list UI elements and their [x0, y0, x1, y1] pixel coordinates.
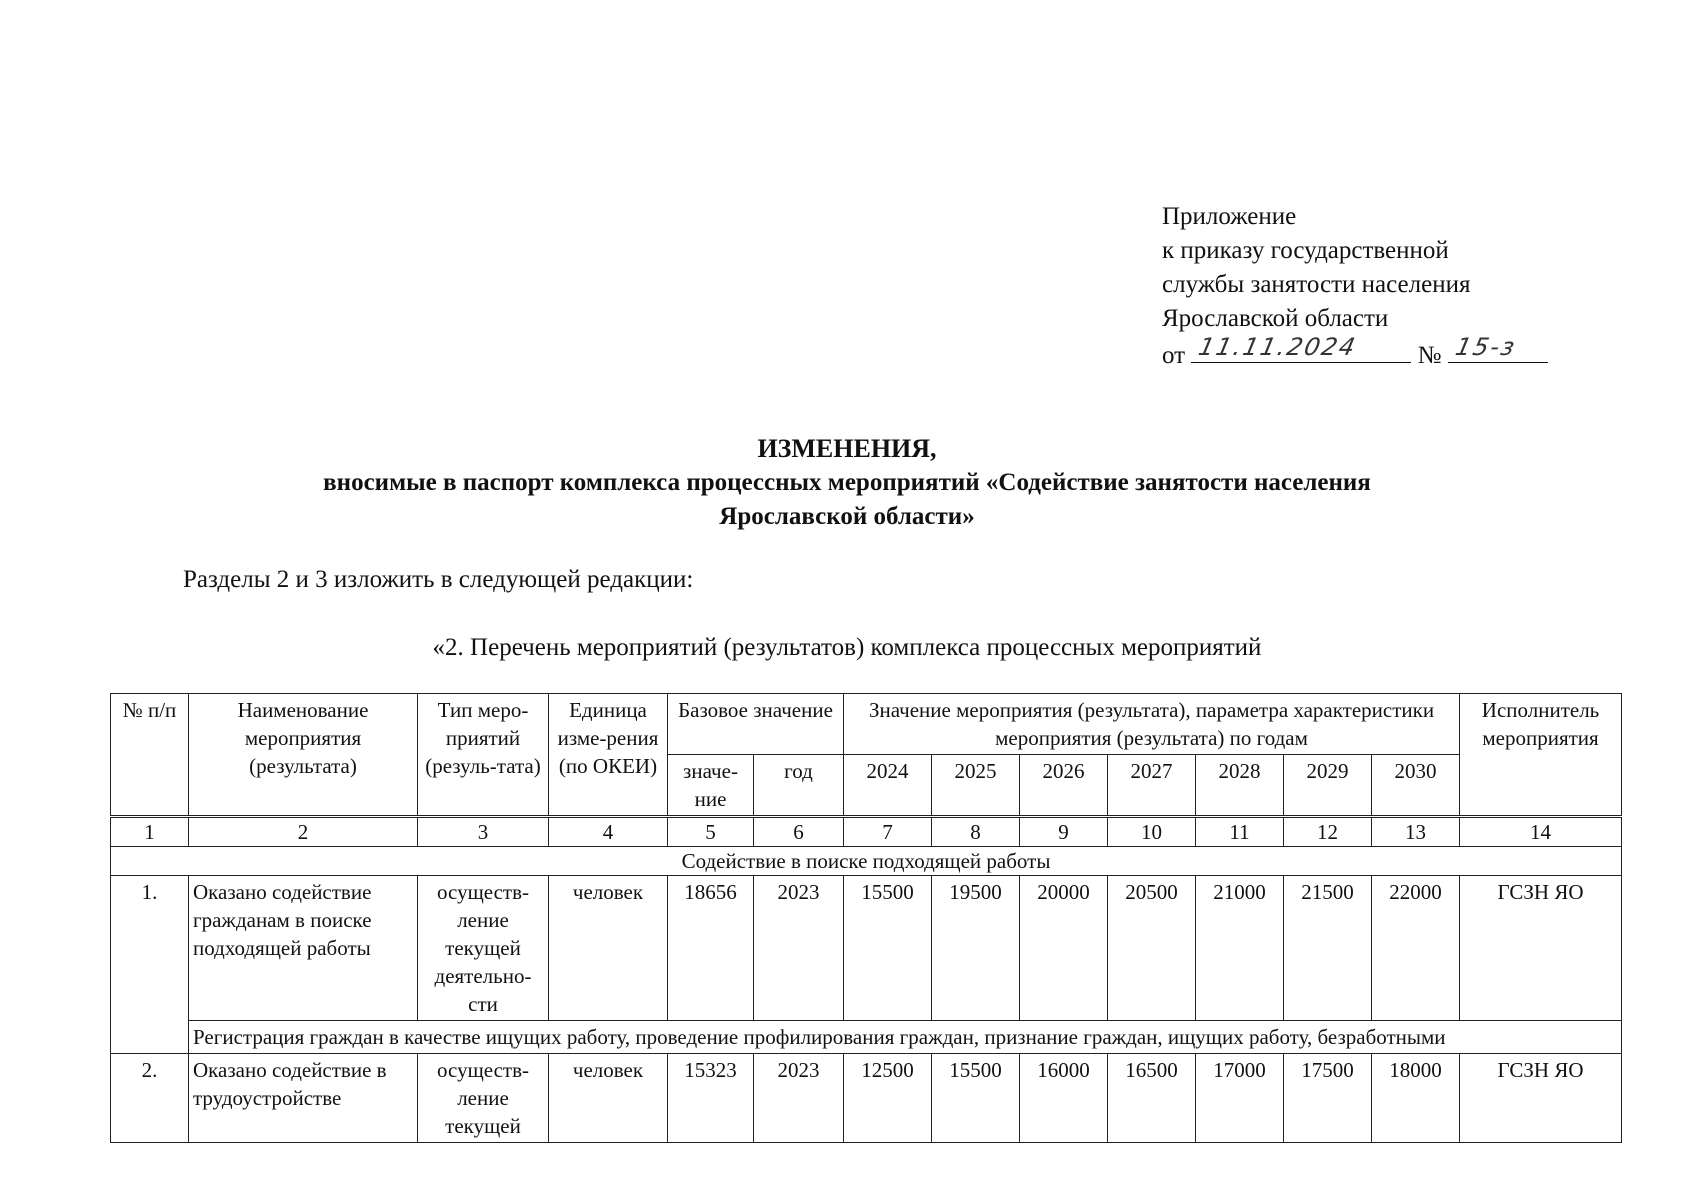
- title-main: ИЗМЕНЕНИЯ,: [757, 434, 937, 463]
- section-title: «2. Перечень мероприятий (результатов) комплекса процессных мероприятий: [432, 634, 1262, 661]
- column-number: 1: [111, 817, 189, 847]
- appendix-date-line: [1162, 333, 1548, 373]
- header-base-year: год: [754, 755, 844, 817]
- title-subtitle-line-2: Ярославской области»: [719, 503, 975, 530]
- row-value: 18000: [1372, 1054, 1460, 1143]
- row-value: 17000: [1196, 1054, 1284, 1143]
- column-number: 10: [1108, 817, 1196, 847]
- header-year: 2028: [1196, 755, 1284, 817]
- table-row: [111, 1054, 1622, 1143]
- row-unit: человек: [549, 876, 668, 1021]
- table-header-row-1: [111, 694, 1622, 755]
- row-note: Регистрация граждан в качестве ищущих работу, проведение профилирования граждан, признание граждан, ищущих работу, безработными: [189, 1021, 1622, 1054]
- row-executor: ГСЗН ЯО: [1460, 1054, 1622, 1143]
- table-note-row: [111, 1021, 1622, 1054]
- row-value: 20000: [1020, 876, 1108, 1021]
- column-number: 3: [418, 817, 549, 847]
- header-values-group: Значение мероприятия (результата), параметра характеристики мероприятия (результата) по годам: [844, 694, 1460, 755]
- column-number: 2: [189, 817, 418, 847]
- header-name: Наименование мероприятия (результата): [189, 694, 418, 817]
- row-value: 16500: [1108, 1054, 1196, 1143]
- row-value: 21500: [1284, 876, 1372, 1021]
- row-name: Оказано содействие гражданам в поиске подходящей работы: [189, 876, 418, 1021]
- row-value: 15500: [932, 1054, 1020, 1143]
- number-prefix: №: [1417, 342, 1442, 369]
- date-field: [1191, 333, 1411, 363]
- appendix-line-1: Приложение: [1162, 203, 1297, 230]
- handwritten-number: 15-з: [1452, 333, 1519, 361]
- appendix-line-3: службы занятости населения: [1162, 271, 1471, 298]
- row-value: 20500: [1108, 876, 1196, 1021]
- row-executor: ГСЗН ЯО: [1460, 876, 1622, 1021]
- column-number: 8: [932, 817, 1020, 847]
- column-number: 13: [1372, 817, 1460, 847]
- row-base-year: 2023: [754, 1054, 844, 1143]
- header-year: 2026: [1020, 755, 1108, 817]
- header-type: Тип меро-приятий (резуль-тата): [418, 694, 549, 817]
- header-year: 2024: [844, 755, 932, 817]
- row-value: 17500: [1284, 1054, 1372, 1143]
- row-value: 15500: [844, 876, 932, 1021]
- column-number: 9: [1020, 817, 1108, 847]
- appendix-line-2: к приказу государственной: [1162, 237, 1449, 264]
- row-value: 16000: [1020, 1054, 1108, 1143]
- intro-text: Разделы 2 и 3 изложить в следующей редакции:: [183, 566, 694, 593]
- column-number: 14: [1460, 817, 1622, 847]
- column-number: 11: [1196, 817, 1284, 847]
- header-year: 2030: [1372, 755, 1460, 817]
- table-row: [111, 876, 1622, 1021]
- column-number-row: [111, 817, 1622, 847]
- document-title: [0, 432, 1694, 534]
- header-year: 2025: [932, 755, 1020, 817]
- header-base-value: значе-ние: [668, 755, 754, 817]
- column-number: 4: [549, 817, 668, 847]
- row-name: Оказано содействие в трудоустройстве: [189, 1054, 418, 1143]
- title-subtitle-line-1: вносимые в паспорт комплекса процессных мероприятий «Содействие занятости населения: [323, 469, 1371, 496]
- column-number: 7: [844, 817, 932, 847]
- row-value: 12500: [844, 1054, 932, 1143]
- row-base-value: 18656: [668, 876, 754, 1021]
- row-base-value: 15323: [668, 1054, 754, 1143]
- measures-table: [110, 693, 1622, 1143]
- column-number: 12: [1284, 817, 1372, 847]
- appendix-line-4: Ярославской области: [1162, 305, 1389, 332]
- row-unit: человек: [549, 1054, 668, 1143]
- row-num: 2.: [111, 1054, 189, 1143]
- group-title: Содействие в поиске подходящей работы: [111, 847, 1622, 876]
- table-group-row: [111, 847, 1622, 876]
- appendix-block: [1162, 200, 1548, 373]
- header-unit: Единица изме-рения (по ОКЕИ): [549, 694, 668, 817]
- header-executor: Исполнитель мероприятия: [1460, 694, 1622, 817]
- row-type: осуществ-ление текущей деятельно-сти: [418, 876, 549, 1021]
- header-year: 2027: [1108, 755, 1196, 817]
- row-value: 21000: [1196, 876, 1284, 1021]
- row-value: 22000: [1372, 876, 1460, 1021]
- number-field: [1448, 333, 1548, 363]
- row-base-year: 2023: [754, 876, 844, 1021]
- header-base: Базовое значение: [668, 694, 844, 755]
- row-type: осуществ-ление текущей: [418, 1054, 549, 1143]
- column-number: 6: [754, 817, 844, 847]
- column-number: 5: [668, 817, 754, 847]
- header-num: № п/п: [111, 694, 189, 817]
- header-year: 2029: [1284, 755, 1372, 817]
- date-prefix: от: [1162, 342, 1186, 369]
- handwritten-date: 11.11.2024: [1196, 333, 1360, 361]
- row-value: 19500: [932, 876, 1020, 1021]
- row-num: 1.: [111, 876, 189, 1054]
